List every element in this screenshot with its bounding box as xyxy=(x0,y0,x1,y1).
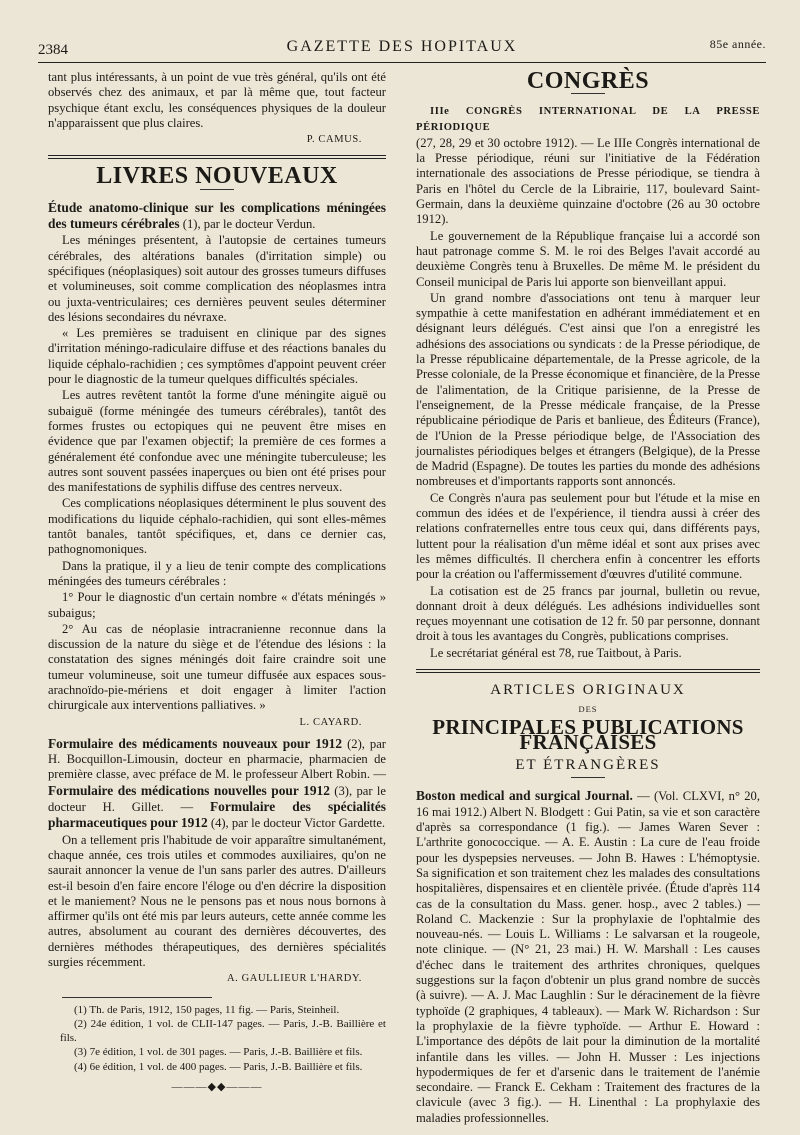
footnote: (2) 24e édition, 1 vol. de CLII-147 pages. — Paris, J.-B. Baillière et fils. xyxy=(60,1018,386,1044)
book1-title: Étude anatomo-clinique sur les complications méningées des tumeurs cérébrales xyxy=(48,199,386,232)
congres-kicker: IIIe CONGRÈS INTERNATIONAL DE LA PRESSE PÉRIODIQUE xyxy=(416,106,760,133)
des-label: DES xyxy=(578,704,598,715)
livres-nouveaux-title: LIVRES NOUVEAUX xyxy=(96,163,338,190)
section-divider xyxy=(416,669,760,673)
book2-paragraph: On a tellement pris l'habitude de voir apparaître simultanément, chaque année, ces trois utiles et commodes auxiliaires, qu'on ne saurait annoncer la venue de l'un sans parler des autres. D'ailleurs est-il besoin d'en faire encore l'éloge ou d'en décrire la disposition et le maniement? Nous ne le pensons pas et nous nous bornons à affirmer qu'ils ont été mis par leurs auteurs, cette année comme les autres, absolument au courant des dernières découvertes, des dernières méthodes thérapeutiques, des dernières spécialités surgies récemment. xyxy=(48,832,386,970)
left-column xyxy=(48,70,386,1095)
congres-paragraph: La cotisation est de 25 francs par journal, bulletin ou revue, donnant droit à deux délégués. Les adhésions individuelles sont reçues moyennant une cotisation de 12 fr. 50 par personne, donnant droit à tous les avantages du Congrès, publications comprises. xyxy=(416,583,760,644)
gaullieur-signature: A. GAULLIEUR L'HARDY. xyxy=(226,973,362,985)
header-rule xyxy=(38,62,766,63)
articles-originaux-title: ARTICLES ORIGINAUX xyxy=(490,681,686,698)
right-column xyxy=(416,70,760,1127)
book-review-1 xyxy=(48,200,386,730)
book1-paragraph: Ces complications néoplasiques déterminent le plus souvent des modifications du liquide céphalo-rachidien, qui sont elles-mêmes tantôt banales, tantôt spécifiques, et, dans ce dernier cas, pathognomoniques. xyxy=(48,496,386,557)
footnote: (4) 6e édition, 1 vol. de 400 pages. — Paris, J.-B. Baillière et fils. xyxy=(74,1060,363,1073)
book1-paragraph: « Les premières se traduisent en clinique par des signes d'irritation méningo-radiculaire diffuse et des réactions banales du liquide céphalo-rachidien ; ces symptômes d'appoint peuvent créer pour le diagnostic de la tumeur quelques difficultés spéciales. xyxy=(48,326,386,387)
book2-ref-2: (3), par le docteur H. Gillet. — xyxy=(48,783,386,815)
page-number: 2384 xyxy=(38,42,68,58)
end-ornament: ———◆◆——— xyxy=(171,1081,263,1094)
book2-title-3: Formulaire des spécialités pharmaceutiques pour 1912 xyxy=(48,799,386,831)
book1-ref: (1), par le docteur Verdun. xyxy=(182,217,316,232)
footnote: (1) Th. de Paris, 1912, 150 pages, 11 fig. — Paris, Steinheil. xyxy=(74,1003,340,1016)
year-label: 85e année. xyxy=(709,37,766,51)
continued-text: tant plus intéressants, à un point de vue très général, qu'ils ont été observés chez des animaux, et par là même que, tout facteur psychique étant exclu, les conséquences physiques de la douleur n'apparaissent que plus claires. xyxy=(48,70,386,130)
book2-title-1: Formulaire des médicaments nouveaux pour 1912 xyxy=(48,735,343,751)
book1-paragraph: 2° Au cas de néoplasie intracranienne reconnue dans la discussion de la nature du siège et de l'étendue des lésions : la constatation des signes méningés doit faire craindre soit une tumeur volumineuse, soit une tumeur diffusée aux espaces sous-arachnoïdo-pie-mériens et doit engager à limiter l'action chirurgicale aux interventions palliatives. » xyxy=(48,621,386,713)
book2-title-2: Formulaire des médications nouvelles pour 1912 xyxy=(48,782,330,798)
book2-ref-1: (2), par H. Bocquillon-Limousin, docteur en pharmacie, pharmacien de première classe, avec préface de M. le professeur Albert Robin. — xyxy=(48,736,386,782)
footnote: (3) 7e édition, 1 vol. de 301 pages. — Paris, J.-B. Baillière et fils. xyxy=(74,1046,363,1059)
section-divider xyxy=(48,155,386,159)
congres-paragraph: Le gouvernement de la République française lui a accordé son haut patronage comme S. M. le roi des Belges l'avait accordé au deuxième Congrès tenu à Bruxelles. De même M. le président du Conseil municipal de Paris lui apporte son bienveillant appui. xyxy=(416,228,760,289)
page-header xyxy=(38,36,766,58)
book2-ref-3: (4), par le docteur Victor Gardette. xyxy=(210,816,386,831)
running-title: GAZETTE DES HOPITAUX xyxy=(286,38,518,55)
book1-paragraph: Les méninges présentent, à l'autopsie de certaines tumeurs cérébrales, des altérations banales (d'irritation simple) ou spécifiques (néoplasiques) soit autour des grosses tumeurs diffuses et volumineuses, soit comme complication des néoplasmes intra ou juxta-ventriculaires; ces dernières peuvent seules déterminer des lésions secondaires du névraxe. xyxy=(48,233,386,324)
title-underline xyxy=(571,777,605,778)
book-review-2 xyxy=(48,736,386,987)
congres-title: CONGRÈS xyxy=(526,68,650,94)
camus-signature: P. CAMUS. xyxy=(306,134,362,146)
congres-paragraph: Le secrétariat général est 78, rue Taitbout, à Paris. xyxy=(430,645,682,660)
congres-paragraph: Un grand nombre d'associations ont tenu à marquer leur sympathie à cette manifestation en adhérant immédiatement et en désignant leurs délégués. C'est ainsi que l'on a enregistré les adhésions des associations ou syndicats : de la Presse périodique, de la Presse républicaine départementale, de la Presse agricole, de la Presse coloniale, de la Presse économique et financière, de la Presse de l'alimentation, de la Critique parisienne, de la Presse de l'enseignement, de la Presse médicale française, de la Presse républicaine périodique de Paris et banlieue, des Éditeurs (France), de l'Union de la Presse périodique belge, de l'Association des journalistes périodiques belges et étrangers (Belgique), de la Presse de Madrid (Espagne). De toutes les parties du monde des adhésions nombreuses et d'importants rapports sont annoncés. xyxy=(416,290,760,489)
footnote-rule xyxy=(62,997,212,998)
etrangeres-title: ET ÉTRANGÈRES xyxy=(515,757,661,774)
congres-paragraph: (27, 28, 29 et 30 octobre 1912). — Le IIIe Congrès international de la Presse périodique, réuni sur l'initiative de la Fédération internationale des associations de Presse périodique, se tiendra à Paris en l'hôtel du Cercle de la Librairie, 117, boulevard Saint-Germain, dans la deuxième quinzaine d'octobre (26 au 30 octobre 1912). xyxy=(416,135,760,227)
cayard-signature: L. CAYARD. xyxy=(299,716,362,728)
book1-paragraph: Dans la pratique, il y a lieu de tenir compte des complications méningées des tumeurs cérébrales : xyxy=(48,558,386,588)
journal-title: Boston medical and surgical Journal. xyxy=(416,788,633,804)
journal-text: — (Vol. CLXVI, n° 20, 16 mai 1912.) Albert N. Blodgett : Gui Patin, sa vie et son caractère d'après sa correspondance (1 fig.). — James Waren Sever : L'arthrite gonococcique. — A. E. Austin : La cure de l'eau froide pour les dyspepsies nerveuses. — John B. Hawes : L'hémoptysie. Sa signification et son traitement chez les malades des consultations hospitalières, dispensaires et en clientèle privée. (Étude d'après 114 cas de la consultation du Mass. gener. hosp., avec 2 tables.) — Roland C. Mackenzie : Sur la prophylaxie de l'ophtalmie des nouveau-nés. — Louis L. Williams : Le salvarsan et la rougeole, note clinique. — (N° 21, 23 mai.) H. W. Marshall : Les causes d'échec dans le traitement des arthrites chroniques, quelques suggestions sur la façon d'obtenir un plus grand nombre de succès (à suivre). — A. J. Mac Laughlin : Sur le déracinement de la fièvre typhoïde (2 graphiques, 4 tableaux). — Mark W. Richardson : Sur la prophylaxie de la fièvre typhoïde. — Arthur E. Howard : L'importance des dépôts de lait pour la diminution de la mortalité infantile dans les villes. — John H. Musser : Les injections hypodermiques de fer et d'arsenic dans le traitement de l'anémie secondaire. — Franck E. Cekham : Traitement des fractures de la clavicule (avec 3 fig.). — H. Linenthal : La prophylaxie des maladies professionnelles. xyxy=(416,789,760,1125)
principales-publications-title: PRINCIPALES PUBLICATIONS FRANÇAISES xyxy=(432,714,744,754)
congres-paragraph: Ce Congrès n'aura pas seulement pour but l'étude et la mise en commun des idées et de l'expérience, il tiendra aussi à créer des relations confraternelles entre tous ceux qui, dans différents pays, luttent pour la réalisation d'un même idéal et sont aux prises avec les mêmes difficultés. Il cherchera enfin à concentrer les efforts pour la création ou l'affermissement d'œuvres d'utilité commune. xyxy=(416,490,760,582)
book1-paragraph: 1° Pour le diagnostic d'un certain nombre « d'états méningés » subaigus; xyxy=(48,590,386,620)
book1-paragraph: Les autres revêtent tantôt la forme d'une méningite aiguë ou subaiguë (forme méningée des tumeurs cérébrales), tantôt des formes frustes ou ectopiques qui ne peuvent être mises en évidence que par l'examen objectif; la première de ces formes a généralement été confondue avec une méningite tuberculeuse; les autres sont souvent passées inaperçues ou bien ont été prises pour des manifestations de syphilis diffuse des centres nerveux. xyxy=(48,388,386,495)
